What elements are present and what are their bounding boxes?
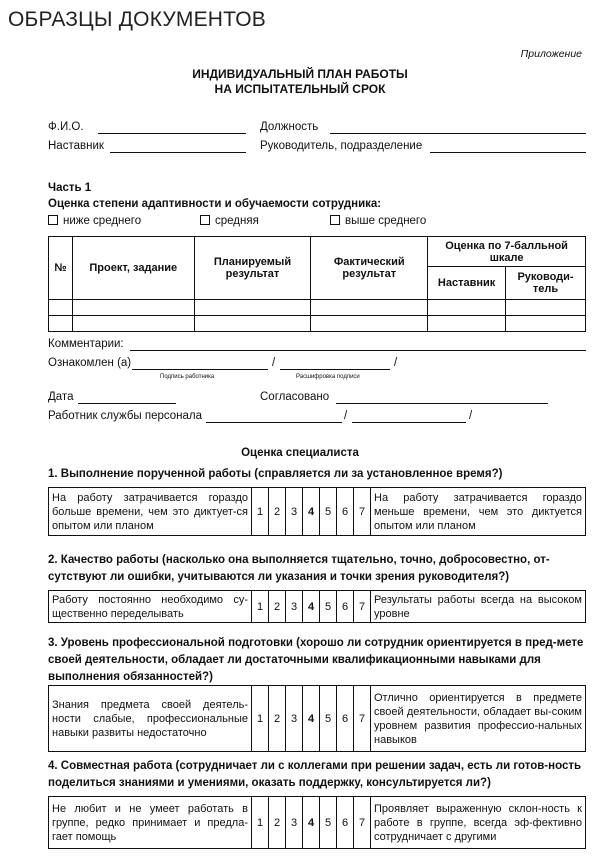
date-field[interactable] xyxy=(78,403,176,404)
scale-left-text: На работу затрачивается гораздо больше времени, чем это диктует-ся опытом или планом xyxy=(49,488,252,536)
scale-option[interactable]: 6 xyxy=(337,797,354,849)
scale-left-text: Работу постоянно необходимо су-щественно переделывать xyxy=(49,591,252,623)
signature-caption: Подпись работника xyxy=(160,374,215,380)
mentor-label: Наставник xyxy=(48,140,104,152)
section-header: ОБРАЗЦЫ ДОКУМЕНТОВ xyxy=(8,8,266,31)
checkbox-icon[interactable] xyxy=(330,215,340,225)
scale-option[interactable]: 6 xyxy=(337,488,354,536)
scale-option[interactable]: 4 xyxy=(303,686,320,752)
scale-option[interactable]: 5 xyxy=(320,591,337,623)
agreed-label: Согласовано xyxy=(260,391,330,403)
date-label: Дата xyxy=(48,391,74,403)
hr-decode-field[interactable] xyxy=(352,422,466,423)
part1-heading: Оценка степени адаптивности и обучаемости сотрудника: xyxy=(48,198,382,210)
manager-field[interactable] xyxy=(430,152,586,153)
document-title xyxy=(0,67,600,97)
manager-label: Руководитель, подразделение xyxy=(260,140,423,152)
scale-option[interactable]: 2 xyxy=(269,591,286,623)
assessment-title: Оценка специалиста xyxy=(241,447,359,459)
scale-option[interactable]: 3 xyxy=(286,686,303,752)
option-average[interactable]: средняя xyxy=(200,215,259,227)
header-num: № xyxy=(49,237,73,300)
slash: / xyxy=(469,410,473,422)
rating-scale-2 xyxy=(48,590,586,623)
scale-option[interactable]: 2 xyxy=(269,797,286,849)
slash: / xyxy=(344,410,348,422)
scale-option[interactable]: 5 xyxy=(320,686,337,752)
fio-label: Ф.И.О. xyxy=(48,121,84,133)
rating-scale-3 xyxy=(48,685,586,752)
option-below-average[interactable]: ниже среднего xyxy=(48,215,141,227)
scale-option[interactable]: 6 xyxy=(337,686,354,752)
hr-signature-field[interactable] xyxy=(206,422,342,423)
question-4: 4. Совместная работа (сотрудничает ли с коллегами при решении задач, есть ли готов-ность поделиться знаниями и умениями, оказать поддержку, консультируется ли?) xyxy=(48,760,582,789)
scale-right-text: Проявляет выраженную склон-ность к работе в группе, всегда эф-фективно сотрудничает с другими xyxy=(371,797,586,849)
scale-option[interactable]: 3 xyxy=(286,591,303,623)
option-above-average[interactable]: выше среднего xyxy=(330,215,426,227)
decode-field[interactable] xyxy=(280,369,390,370)
table-row xyxy=(49,300,586,316)
scale-option[interactable]: 4 xyxy=(303,591,320,623)
mentor-field[interactable] xyxy=(110,152,246,153)
header-actual: Фактический результат xyxy=(311,237,428,300)
position-label: Должность xyxy=(260,121,319,133)
appendix-label: Приложение xyxy=(520,48,582,60)
header-planned: Планируемый результат xyxy=(194,237,311,300)
scale-option[interactable]: 1 xyxy=(252,797,269,849)
scale-option[interactable]: 5 xyxy=(320,797,337,849)
fio-field[interactable] xyxy=(98,133,246,134)
rating-scale-1 xyxy=(48,487,586,536)
scale-left-text: Не любит и не умеет работать в группе, редко принимает и предла-гает помощь xyxy=(49,797,252,849)
table-row xyxy=(49,316,586,332)
acquainted-label: Ознакомлен (а) xyxy=(48,357,132,369)
question-1: 1. Выполнение порученной работы (справляется ли за установленное время?) xyxy=(48,468,503,480)
scale-option[interactable]: 7 xyxy=(354,488,371,536)
scale-right-text: Результаты работы всегда на высоком уровне xyxy=(371,591,586,623)
comments-label: Комментарии: xyxy=(48,338,124,350)
slash: / xyxy=(272,357,276,369)
header-rating-mentor: Наставник xyxy=(428,267,506,300)
scale-option[interactable]: 4 xyxy=(303,797,320,849)
agreed-field[interactable] xyxy=(336,403,548,404)
scale-option[interactable]: 3 xyxy=(286,797,303,849)
scale-option[interactable]: 1 xyxy=(252,591,269,623)
scale-option[interactable]: 2 xyxy=(269,686,286,752)
header-rating: Оценка по 7-балльной шкале xyxy=(428,237,586,267)
scale-option[interactable]: 3 xyxy=(286,488,303,536)
scale-option[interactable]: 6 xyxy=(337,591,354,623)
position-field[interactable] xyxy=(330,133,586,134)
work-plan-table xyxy=(48,236,586,332)
decode-caption: Расшифровка подписи xyxy=(296,374,360,380)
scale-option[interactable]: 1 xyxy=(252,686,269,752)
checkbox-icon[interactable] xyxy=(48,215,58,225)
part1-label: Часть 1 xyxy=(48,182,92,194)
question-2: 2. Качество работы (насколько она выполняется тщательно, точно, добросовестно, от-сутствуют ли ошибки, учитываются ли указания и точки зрения руководителя?) xyxy=(48,554,550,583)
header-project: Проект, задание xyxy=(72,237,194,300)
header-rating-manager: Руководи-тель xyxy=(506,267,586,300)
title-line-1: ИНДИВИДУАЛЬНЫЙ ПЛАН РАБОТЫ xyxy=(192,67,408,81)
scale-option[interactable]: 4 xyxy=(303,488,320,536)
scale-right-text: На работу затрачивается гораздо меньше времени, чем это диктуется опытом или планом xyxy=(371,488,586,536)
slash: / xyxy=(394,357,398,369)
scale-right-text: Отлично ориентируется в предмете своей деятельности, обладает вы-соким уровнем развития профессио-нальных навыков xyxy=(371,686,586,752)
rating-scale-4 xyxy=(48,796,586,849)
scale-option[interactable]: 7 xyxy=(354,797,371,849)
scale-option[interactable]: 5 xyxy=(320,488,337,536)
scale-option[interactable]: 2 xyxy=(269,488,286,536)
question-3: 3. Уровень профессиональной подготовки (хорошо ли сотрудник ориентируется в пред-мете своей деятельности, обладает ли достаточными квалификационными навыками для выполнения обязанностей?) xyxy=(48,637,584,683)
checkbox-icon[interactable] xyxy=(200,215,210,225)
scale-option[interactable]: 7 xyxy=(354,686,371,752)
title-line-2: НА ИСПЫТАТЕЛЬНЫЙ СРОК xyxy=(214,82,386,96)
comments-field[interactable] xyxy=(130,350,586,351)
scale-option[interactable]: 1 xyxy=(252,488,269,536)
signature-field[interactable] xyxy=(132,369,268,370)
scale-option[interactable]: 7 xyxy=(354,591,371,623)
scale-left-text: Знания предмета своей деятель-ности слабые, профессиональные навыки развиты недостаточно xyxy=(49,686,252,752)
hr-label: Работник службы персонала xyxy=(48,410,203,422)
